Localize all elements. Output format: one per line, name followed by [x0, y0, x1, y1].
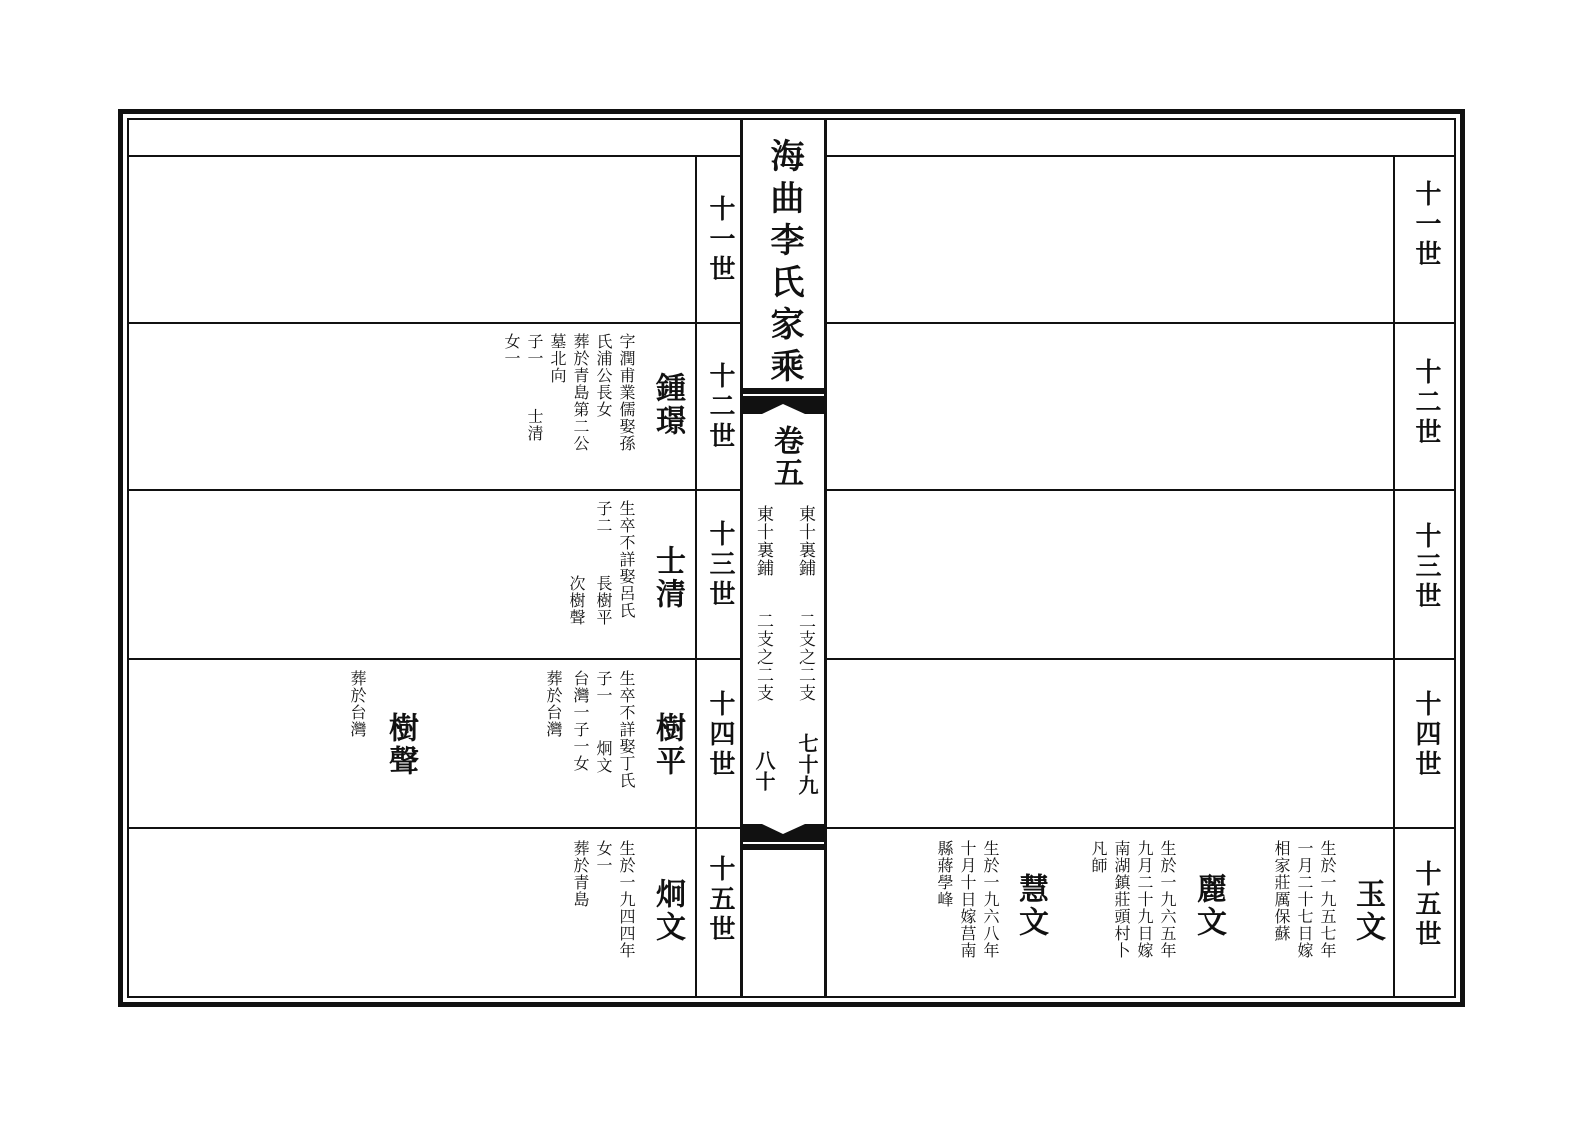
person-name: 樹聲 [383, 712, 418, 778]
person-note: 墓北向 [548, 333, 567, 384]
person-note: 次樹聲 [567, 575, 586, 626]
generation-label: 十四世 [1411, 690, 1441, 780]
branch-sub-left: 二支之二支 [753, 612, 773, 702]
person-note: 生於一九六八年 [981, 840, 1000, 959]
spine-fishtail-bottom [740, 822, 827, 852]
person-note: 葬於青島第二公 [571, 333, 590, 452]
person-note: 士清 [525, 408, 544, 442]
branch-label-right: 東十裏鋪 [795, 505, 815, 577]
branch-sub-right: 二支之二支 [795, 612, 815, 702]
person-note: 台灣一子一女 [571, 670, 590, 772]
generation-label: 十二世 [705, 362, 735, 452]
person-note: 炯文 [594, 740, 613, 774]
person-note: 生卒不詳娶丁氏 [617, 670, 636, 789]
person-note: 一月二十七日嫁 [1295, 840, 1314, 959]
person-note: 女一 [594, 840, 613, 874]
person-note: 字潤甫業儒娶孫 [617, 333, 636, 452]
person-note: 生卒不詳娶呂氏 [617, 500, 636, 619]
spine-right-line [824, 118, 827, 998]
volume-label: 卷五 [768, 425, 803, 489]
page-number-right: 七十九 [795, 733, 819, 796]
person-note: 生於一九五七年 [1318, 840, 1337, 959]
gen-column-divider-right [1393, 155, 1395, 996]
row-divider [129, 489, 740, 491]
person-name: 玉文 [1350, 878, 1385, 944]
generation-label: 十四世 [705, 690, 735, 780]
person-name: 炯文 [650, 878, 685, 944]
row-divider [827, 489, 1454, 491]
person-note: 子一 [525, 333, 544, 367]
person-note: 生於一九六五年 [1158, 840, 1177, 959]
person-note: 子二 [594, 500, 613, 534]
generation-label: 十一世 [1411, 180, 1441, 270]
person-note: 南湖鎮莊頭村卜 [1112, 840, 1131, 959]
person-name: 樹平 [650, 712, 685, 778]
row-divider [827, 658, 1454, 660]
spine-left-line [740, 118, 743, 998]
person-note: 女一 [502, 333, 521, 367]
row-divider [129, 322, 740, 324]
row-divider [129, 658, 740, 660]
generation-label: 十五世 [705, 855, 735, 945]
generation-label: 十二世 [1411, 358, 1441, 448]
spine-fishtail-top [740, 388, 827, 418]
row-divider [827, 322, 1454, 324]
person-note: 縣蔣學峰 [935, 840, 954, 908]
person-note: 生於一九四四年 [617, 840, 636, 959]
row-divider [827, 827, 1454, 829]
person-note: 相家莊厲保蘇 [1272, 840, 1291, 942]
person-note: 氏浦公長女 [594, 333, 613, 418]
generation-label: 十五世 [1411, 860, 1441, 950]
person-note: 十月十日嫁莒南 [958, 840, 977, 959]
header-rule-right [827, 155, 1454, 157]
person-note: 九月二十九日嫁 [1135, 840, 1154, 959]
person-note: 凡師 [1089, 840, 1108, 874]
header-rule-left [129, 155, 740, 157]
person-name: 麗文 [1191, 873, 1226, 939]
person-name: 士清 [650, 545, 685, 611]
book-title: 海曲李氏家乘 [764, 138, 804, 390]
row-divider [129, 827, 740, 829]
person-note: 子一 [594, 670, 613, 704]
page-number-left: 八十 [752, 750, 776, 792]
generation-label: 十一世 [705, 195, 735, 285]
person-note: 葬於台灣 [544, 670, 563, 738]
generation-label: 十三世 [1411, 522, 1441, 612]
person-note: 長樹平 [594, 575, 613, 626]
person-name: 鍾璟 [650, 372, 685, 438]
branch-label-left: 東十裏鋪 [753, 505, 773, 577]
person-note: 葬於台灣 [348, 670, 367, 738]
person-note: 葬於青島 [571, 840, 590, 908]
gen-column-divider-left [695, 155, 697, 996]
generation-label: 十三世 [705, 520, 735, 610]
person-name: 慧文 [1013, 873, 1048, 939]
